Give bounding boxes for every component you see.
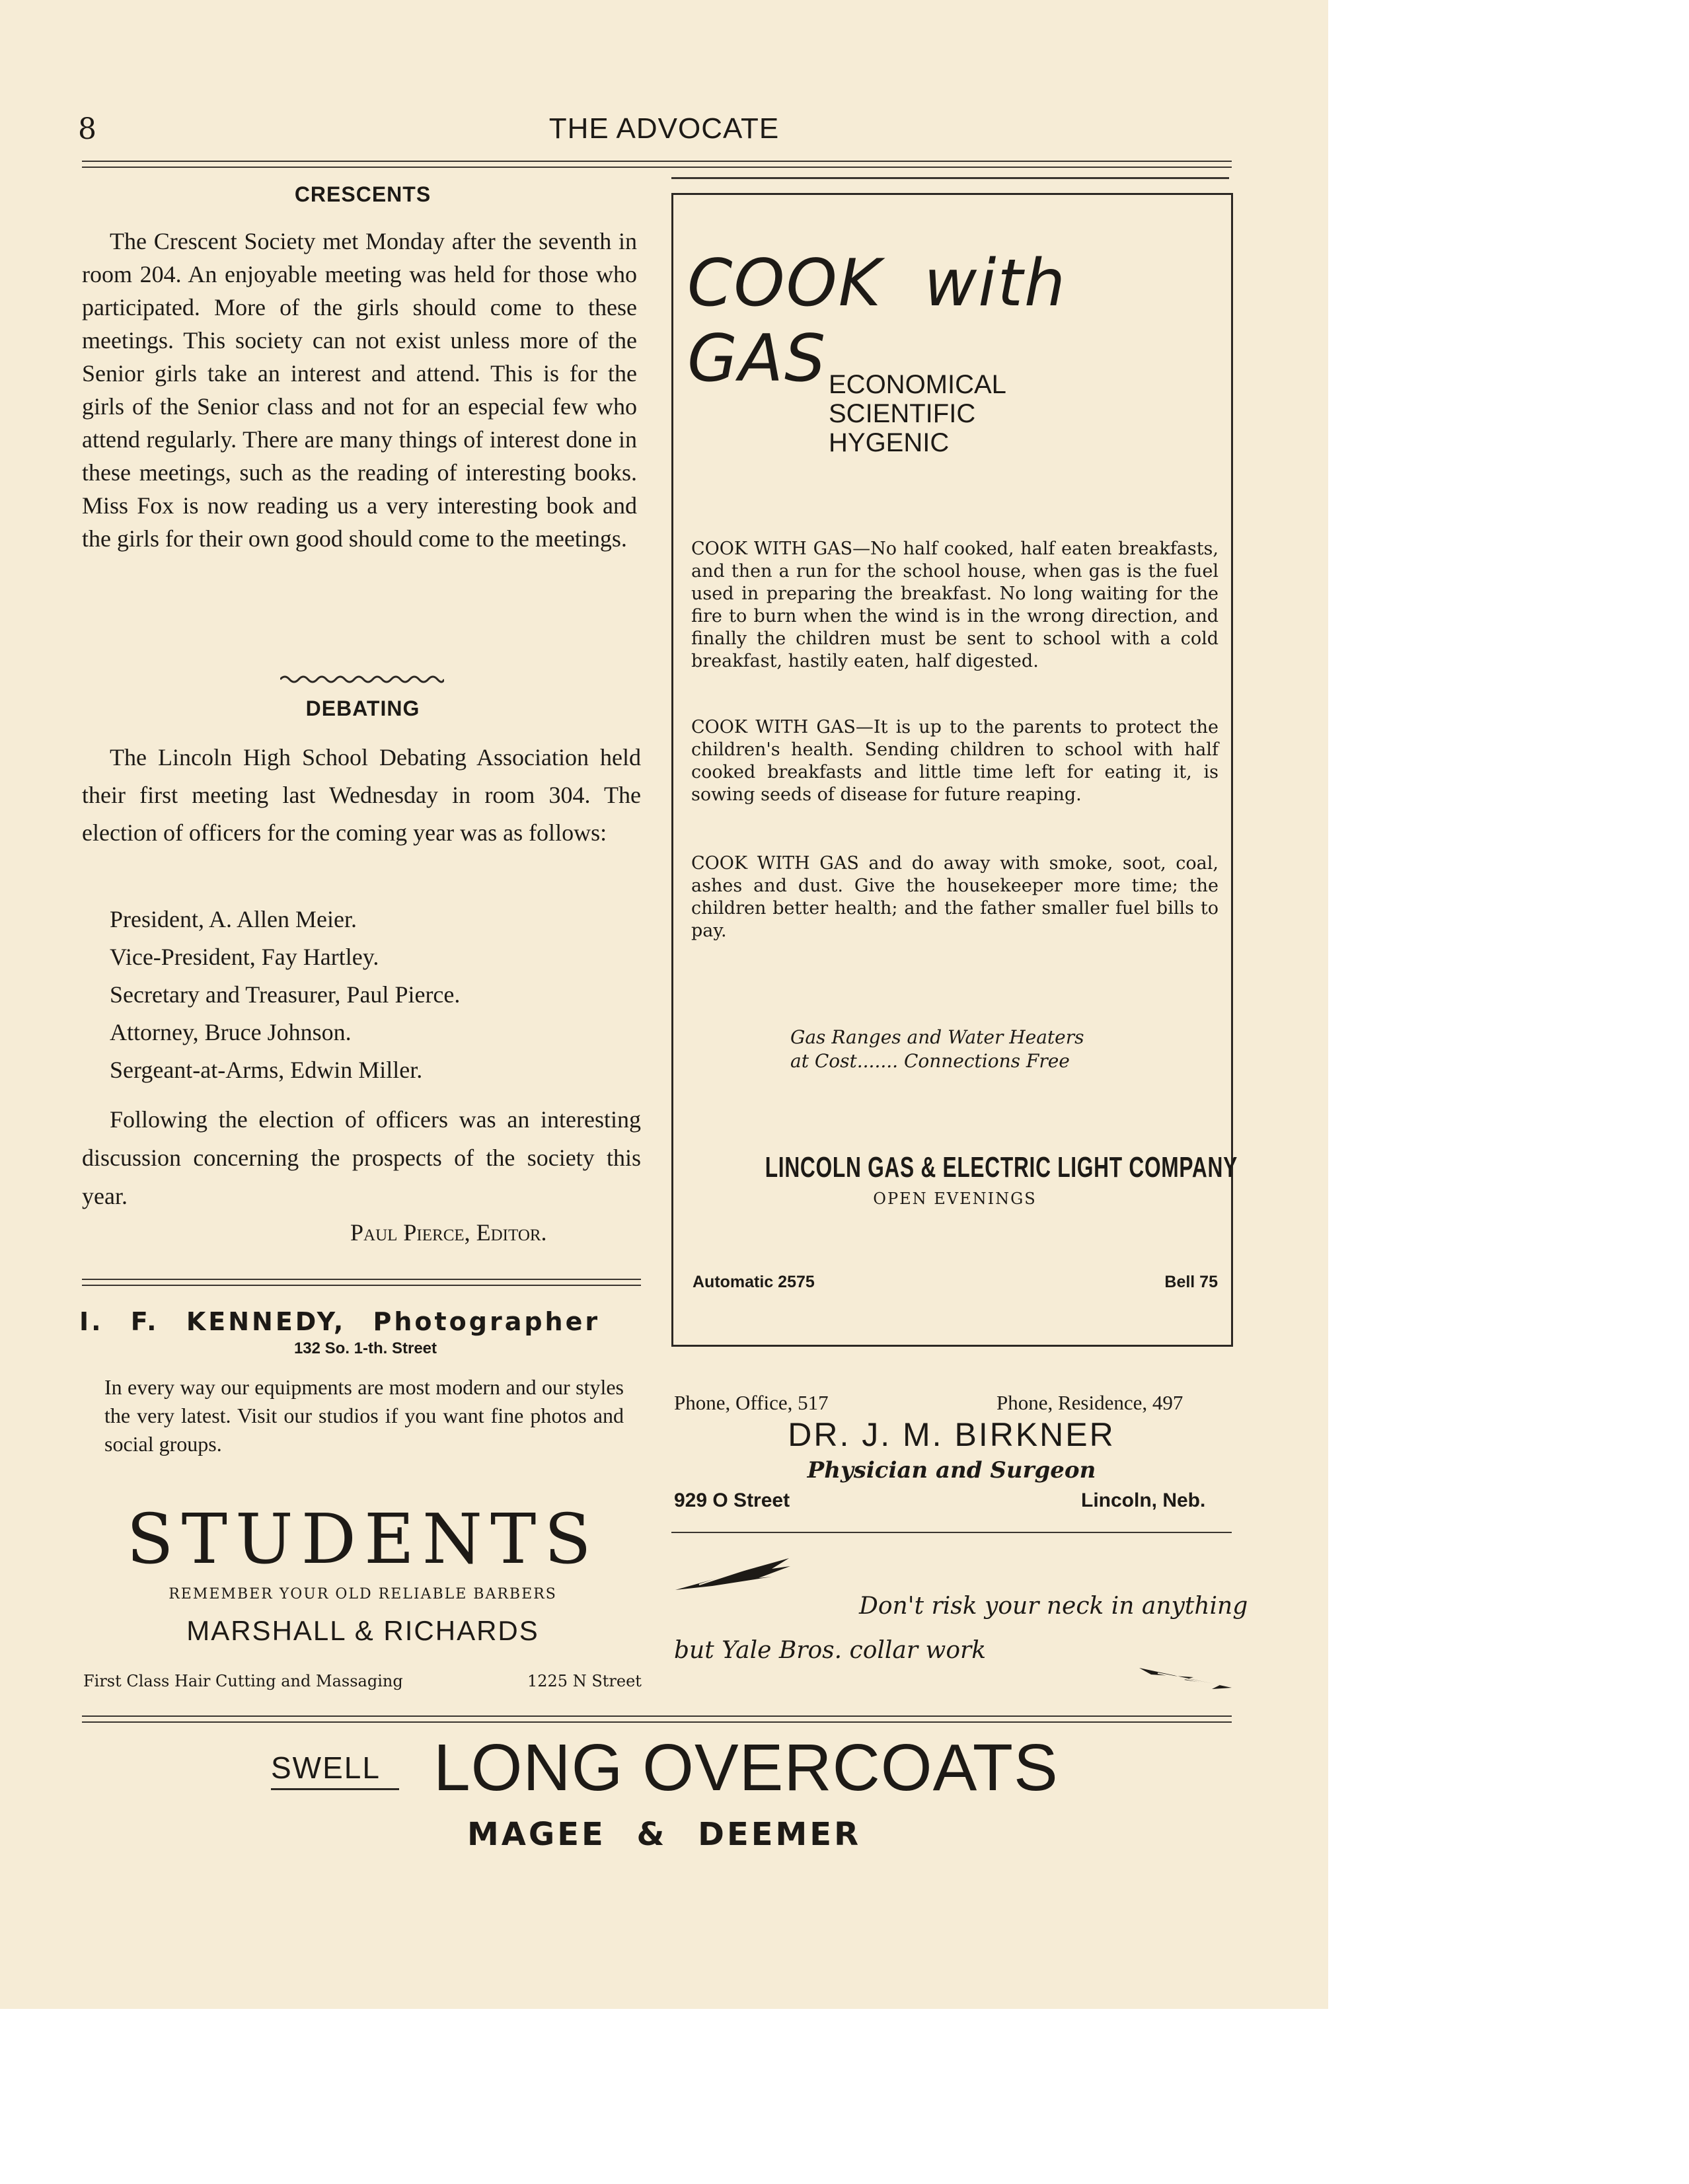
kennedy-address: 132 So. 1-th. Street bbox=[293, 1339, 437, 1357]
students-firm: MARSHALL & RICHARDS bbox=[186, 1615, 539, 1646]
birkner-phone-office: Phone, Office, 517 bbox=[674, 1391, 829, 1414]
birkner-street: 929 O Street bbox=[674, 1489, 790, 1511]
feather-left-icon bbox=[673, 1554, 792, 1594]
students-service: First Class Hair Cutting and Massaging bbox=[83, 1672, 403, 1690]
gas-feature: HYGENIC bbox=[829, 428, 950, 457]
magee-deemer-firm: MAGEE & DEEMER bbox=[467, 1816, 862, 1853]
birkner-phone-residence: Phone, Residence, 497 bbox=[996, 1391, 1183, 1414]
students-address: 1225 N Street bbox=[527, 1672, 642, 1690]
gas-ranges-note bbox=[790, 1026, 1084, 1073]
wavy-divider bbox=[280, 673, 444, 686]
birkner-rule bbox=[671, 1532, 1232, 1533]
gas-headline: COOK with GAS bbox=[687, 246, 1067, 396]
students-subtitle: REMEMBER YOUR OLD RELIABLE BARBERS bbox=[169, 1586, 557, 1602]
editor-signature: Paul Pierce, Editor. bbox=[350, 1219, 547, 1246]
journal-title: THE ADVOCATE bbox=[548, 112, 780, 145]
officer-item: Vice-President, Fay Hartley. bbox=[110, 944, 379, 970]
officer-list bbox=[110, 901, 460, 1089]
gas-paragraph: COOK WITH GAS—No half cooked, half eaten breakfasts, and then a run for the school house, when gas is the fuel used in preparing the breakfast. No long waiting for the fire to burn when the wind is in the wrong direction, and finally the children must be sent to school with a cold breakfast, hastily eaten, half digested. bbox=[691, 539, 1219, 671]
birkner-title: Physician and Surgeon bbox=[807, 1457, 1096, 1484]
debating-intro: The Lincoln High School Debating Association held their first meeting last Wednesday in room 304. The election of officers for the coming year was as follows: bbox=[82, 744, 641, 846]
scan-margin bbox=[0, 2009, 1328, 2184]
gas-phone-automatic: Automatic 2575 bbox=[693, 1273, 815, 1291]
bottom-rule bbox=[82, 1715, 1232, 1723]
gas-feature-list bbox=[829, 370, 1006, 457]
left-column-rule bbox=[82, 1279, 641, 1286]
officer-item: President, A. Allen Meier. bbox=[110, 906, 357, 932]
officer-item: Sergeant-at-Arms, Edwin Miller. bbox=[110, 1057, 423, 1083]
yale-line-1: Don't risk your neck in anything bbox=[859, 1593, 1248, 1620]
gas-phone-bell: Bell 75 bbox=[1164, 1273, 1218, 1291]
birkner-name: DR. J. M. BIRKNER bbox=[788, 1416, 1115, 1453]
gas-paragraph: COOK WITH GAS—It is up to the parents to protect the children's health. Sending children to school with half cooked breakfasts and little time left for eating it, is sowing seeds of disease for future reaping. bbox=[691, 717, 1219, 805]
header-rule bbox=[82, 161, 1232, 168]
gas-ranges-line: Gas Ranges and Water Heaters bbox=[790, 1026, 1084, 1048]
officer-item: Attorney, Bruce Johnson. bbox=[110, 1019, 352, 1045]
gas-paragraph: COOK WITH GAS and do away with smoke, soot, coal, ashes and dust. Give the housekeeper more time; the children better health; and the father smaller fuel bills to pay. bbox=[691, 853, 1219, 941]
feather-right-icon bbox=[1138, 1665, 1234, 1692]
officer-item: Secretary and Treasurer, Paul Pierce. bbox=[110, 981, 461, 1008]
swell-label: SWELL bbox=[271, 1751, 381, 1785]
birkner-city: Lincoln, Neb. bbox=[1081, 1489, 1206, 1511]
swell-underline bbox=[271, 1788, 399, 1790]
debating-heading: DEBATING bbox=[305, 697, 420, 720]
students-title: STUDENTS bbox=[126, 1499, 599, 1579]
kennedy-name: I. F. KENNEDY, Photographer bbox=[79, 1307, 601, 1336]
gas-open-evenings: OPEN EVENINGS bbox=[873, 1189, 1037, 1208]
kennedy-text: In every way our equipments are most modern and our styles the very latest. Visit our studios if you want fine photos and social groups. bbox=[104, 1375, 624, 1456]
gas-ad-top-rule bbox=[671, 177, 1229, 179]
debating-closing: Following the election of officers was an interesting discussion concerning the prospects of the society this year. bbox=[82, 1106, 641, 1209]
crescents-heading: CRESCENTS bbox=[294, 182, 432, 206]
gas-company: LINCOLN GAS & ELECTRIC LIGHT COMPANY bbox=[765, 1151, 1238, 1184]
yale-line-2: but Yale Bros. collar work bbox=[674, 1637, 987, 1664]
crescents-body: The Crescent Society met Monday after the seventh in room 204. An enjoyable meeting was held for those who participated. More of the girls should come to these meetings. This society can not exist unless more of the Senior girls take an interest and attend. This is for the girls of the Senior class and not for an especial few who attend regularly. There are many things of interest done in these meetings, such as the reading of interesting books. Miss Fox is now reading us a very interesting book and the girls for their own good should come to the meetings. bbox=[82, 228, 637, 552]
page-number: 8 bbox=[78, 112, 96, 146]
gas-feature: SCIENTIFIC bbox=[829, 399, 976, 428]
overcoats-headline: LONG OVERCOATS bbox=[433, 1731, 1059, 1805]
gas-feature: ECONOMICAL bbox=[829, 370, 1006, 399]
gas-ranges-line: at Cost....... Connections Free bbox=[790, 1050, 1070, 1072]
